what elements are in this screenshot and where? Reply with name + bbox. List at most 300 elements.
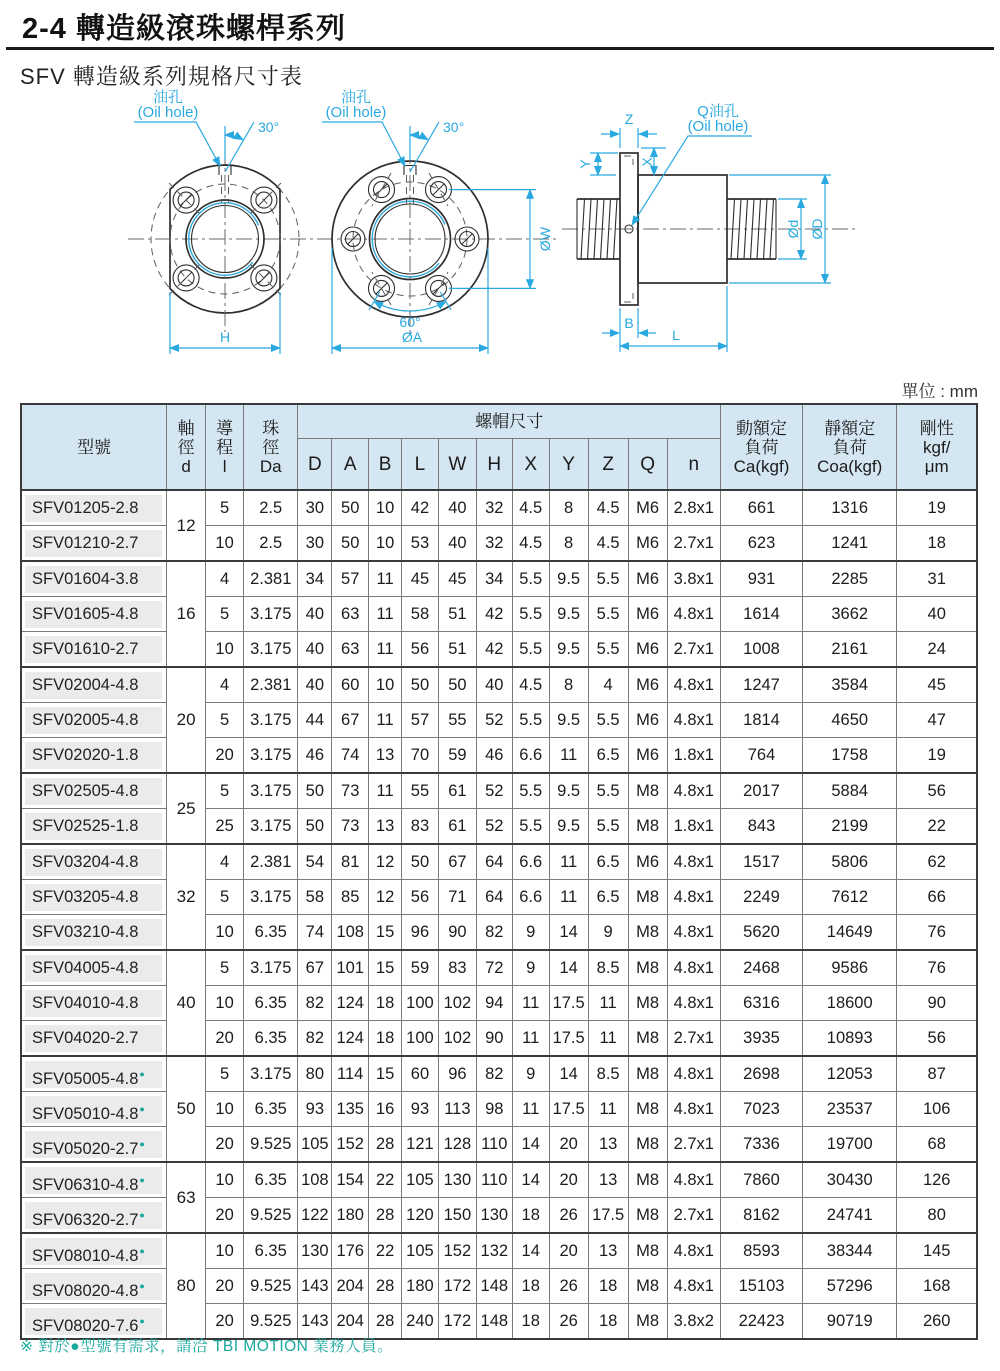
dim-z-label: Z bbox=[624, 111, 634, 127]
value-cell: 3.8x1 bbox=[667, 561, 720, 597]
value-cell: 82 bbox=[476, 915, 512, 951]
value-cell: 8.5 bbox=[588, 1056, 628, 1092]
value-cell: 82 bbox=[298, 986, 332, 1021]
value-cell: 70 bbox=[401, 738, 438, 774]
value-cell: 2161 bbox=[803, 632, 897, 668]
value-cell: 4.8x1 bbox=[667, 1092, 720, 1127]
value-cell: 5 bbox=[206, 1056, 244, 1092]
value-cell: 50 bbox=[332, 526, 369, 562]
ballscrew-nut-drawing bbox=[0, 86, 1000, 378]
value-cell: 15103 bbox=[721, 1269, 803, 1304]
value-cell: 4.8x1 bbox=[667, 1056, 720, 1092]
bolt-hole bbox=[369, 272, 395, 305]
value-cell: 5806 bbox=[803, 844, 897, 880]
spec-row bbox=[21, 667, 977, 703]
value-cell: 4.8x1 bbox=[667, 950, 720, 986]
value-cell: M8 bbox=[628, 986, 667, 1021]
model-cell bbox=[21, 1092, 167, 1127]
model-name: SFV01210-2.7 bbox=[32, 533, 139, 552]
value-cell: 2.381 bbox=[244, 844, 298, 880]
value-cell: 4.5 bbox=[512, 490, 549, 526]
spec-row bbox=[21, 1269, 977, 1304]
value-cell: 10 bbox=[206, 1092, 244, 1127]
oil-hole-label-en: (Oil hole) bbox=[137, 104, 199, 121]
model-cell bbox=[21, 526, 167, 562]
value-cell: 931 bbox=[721, 561, 803, 597]
value-cell: 114 bbox=[332, 1056, 369, 1092]
value-cell: 93 bbox=[298, 1092, 332, 1127]
value-cell: 4 bbox=[206, 561, 244, 597]
value-cell: 51 bbox=[438, 632, 476, 668]
value-cell: 52 bbox=[476, 809, 512, 845]
shaft-diameter-cell: 16 bbox=[167, 561, 206, 667]
model-cell bbox=[21, 561, 167, 597]
value-cell: 176 bbox=[332, 1233, 369, 1269]
value-cell: 3.175 bbox=[244, 738, 298, 774]
dim-big-d-label: ØD bbox=[809, 218, 825, 240]
model-name: SFV04010-4.8 bbox=[32, 993, 139, 1012]
model-name: SFV03204-4.8 bbox=[32, 852, 139, 871]
value-cell: 9586 bbox=[803, 950, 897, 986]
value-cell: 67 bbox=[298, 950, 332, 986]
value-cell: 4.8x1 bbox=[667, 986, 720, 1021]
spec-row bbox=[21, 1127, 977, 1163]
value-cell: 4.8x1 bbox=[667, 1162, 720, 1198]
value-cell: 64 bbox=[476, 844, 512, 880]
value-cell: 62 bbox=[897, 844, 977, 880]
value-cell: 2.7x1 bbox=[667, 526, 720, 562]
value-cell: 5.5 bbox=[512, 703, 549, 738]
value-cell: 83 bbox=[401, 809, 438, 845]
value-cell: 148 bbox=[476, 1304, 512, 1340]
model-cell bbox=[21, 597, 167, 632]
spec-row bbox=[21, 773, 977, 809]
shaft-diameter-cell: 20 bbox=[167, 667, 206, 773]
value-cell: 52 bbox=[476, 703, 512, 738]
bolt-hole bbox=[247, 183, 281, 217]
value-cell: M8 bbox=[628, 950, 667, 986]
value-cell: 90 bbox=[897, 986, 977, 1021]
spec-row bbox=[21, 1162, 977, 1198]
shaft-diameter-cell: 80 bbox=[167, 1233, 206, 1339]
value-cell: 34 bbox=[476, 561, 512, 597]
oil-hole-label: 油孔 bbox=[340, 89, 372, 106]
value-cell: 108 bbox=[298, 1162, 332, 1198]
value-cell: M6 bbox=[628, 526, 667, 562]
value-cell: 12053 bbox=[803, 1056, 897, 1092]
value-cell: 10 bbox=[369, 490, 402, 526]
page-title: 2-4 轉造級滾珠螺桿系列 bbox=[22, 13, 346, 45]
value-cell: 4.8x1 bbox=[667, 597, 720, 632]
value-cell: 61 bbox=[438, 809, 476, 845]
model-cell bbox=[21, 738, 167, 774]
value-cell: 57296 bbox=[803, 1269, 897, 1304]
value-cell: 34 bbox=[298, 561, 332, 597]
value-cell: 5 bbox=[206, 597, 244, 632]
value-cell: 180 bbox=[332, 1198, 369, 1234]
value-cell: M6 bbox=[628, 738, 667, 774]
value-cell: 4.8x1 bbox=[667, 667, 720, 703]
model-name: SFV05020-2.7 bbox=[32, 1139, 139, 1158]
value-cell: 50 bbox=[298, 809, 332, 845]
header-dim-L: L bbox=[401, 439, 438, 491]
value-cell: 45 bbox=[438, 561, 476, 597]
value-cell: 20 bbox=[549, 1127, 588, 1163]
model-cell bbox=[21, 809, 167, 845]
value-cell: 26 bbox=[549, 1198, 588, 1234]
model-cell bbox=[21, 915, 167, 951]
value-cell: M8 bbox=[628, 1198, 667, 1234]
value-cell: 2.5 bbox=[244, 490, 298, 526]
value-cell: M8 bbox=[628, 809, 667, 845]
model-name: SFV05010-4.8 bbox=[32, 1104, 139, 1123]
value-cell: 4.8x1 bbox=[667, 1269, 720, 1304]
value-cell: 82 bbox=[476, 1056, 512, 1092]
footnote: ※ 對於●型號有需求，請洽 TBI MOTION 業務人員。 bbox=[20, 1338, 394, 1355]
shaft-diameter-cell: 40 bbox=[167, 950, 206, 1056]
value-cell: 106 bbox=[897, 1092, 977, 1127]
value-cell: 3.175 bbox=[244, 950, 298, 986]
value-cell: 10 bbox=[369, 526, 402, 562]
value-cell: 52 bbox=[476, 773, 512, 809]
value-cell: 30 bbox=[298, 526, 332, 562]
value-cell: 4.5 bbox=[512, 667, 549, 703]
value-cell: 6.6 bbox=[512, 880, 549, 915]
model-name: SFV06320-2.7 bbox=[32, 1210, 139, 1229]
header-dim-Y: Y bbox=[549, 439, 588, 491]
value-cell: 18600 bbox=[803, 986, 897, 1021]
value-cell: M8 bbox=[628, 1269, 667, 1304]
value-cell: 18 bbox=[588, 1304, 628, 1340]
model-cell bbox=[21, 1233, 167, 1269]
value-cell: 3.8x2 bbox=[667, 1304, 720, 1340]
header-line: 靜額定 bbox=[824, 418, 876, 438]
value-cell: 26 bbox=[549, 1304, 588, 1340]
value-cell: 14 bbox=[512, 1233, 549, 1269]
model-name: SFV02005-4.8 bbox=[32, 710, 139, 729]
shaft-diameter-cell: 25 bbox=[167, 773, 206, 844]
value-cell: 18 bbox=[369, 986, 402, 1021]
angle-30-label: 30° bbox=[443, 119, 465, 135]
model-name: SFV05005-4.8 bbox=[32, 1069, 139, 1088]
value-cell: 26 bbox=[549, 1269, 588, 1304]
value-cell: 17.5 bbox=[549, 1021, 588, 1057]
header-dim-n: n bbox=[667, 439, 720, 491]
value-cell: 68 bbox=[897, 1127, 977, 1163]
value-cell: 168 bbox=[897, 1269, 977, 1304]
value-cell: M8 bbox=[628, 1056, 667, 1092]
front-view-round bbox=[322, 88, 553, 354]
value-cell: 12 bbox=[369, 880, 402, 915]
value-cell: 102 bbox=[438, 986, 476, 1021]
value-cell: 14 bbox=[512, 1162, 549, 1198]
value-cell: 50 bbox=[332, 490, 369, 526]
header-line: 程 bbox=[216, 437, 234, 457]
value-cell: 59 bbox=[438, 738, 476, 774]
value-cell: 40 bbox=[897, 597, 977, 632]
spec-row bbox=[21, 1021, 977, 1057]
value-cell: M8 bbox=[628, 1021, 667, 1057]
value-cell: 6.6 bbox=[512, 738, 549, 774]
value-cell: 1.8x1 bbox=[667, 809, 720, 845]
shaft-diameter-cell: 12 bbox=[167, 490, 206, 561]
value-cell: 56 bbox=[897, 1021, 977, 1057]
value-cell: 67 bbox=[438, 844, 476, 880]
value-cell: 28 bbox=[369, 1198, 402, 1234]
value-cell: 11 bbox=[549, 844, 588, 880]
value-cell: 55 bbox=[438, 703, 476, 738]
value-cell: 40 bbox=[298, 632, 332, 668]
value-cell: 20 bbox=[549, 1162, 588, 1198]
value-cell: 83 bbox=[438, 950, 476, 986]
dim-h-label: H bbox=[219, 329, 231, 345]
value-cell: 661 bbox=[721, 490, 803, 526]
spec-row bbox=[21, 1056, 977, 1092]
value-cell: 45 bbox=[401, 561, 438, 597]
value-cell: 150 bbox=[438, 1198, 476, 1234]
spec-row bbox=[21, 844, 977, 880]
model-cell bbox=[21, 1198, 167, 1234]
bolt-hole bbox=[247, 261, 281, 295]
value-cell: 124 bbox=[332, 986, 369, 1021]
value-cell: 4650 bbox=[803, 703, 897, 738]
value-cell: 63 bbox=[332, 632, 369, 668]
value-cell: 19 bbox=[897, 738, 977, 774]
model-cell bbox=[21, 950, 167, 986]
value-cell: 130 bbox=[298, 1233, 332, 1269]
value-cell: 5620 bbox=[721, 915, 803, 951]
spec-row bbox=[21, 986, 977, 1021]
value-cell: 40 bbox=[438, 490, 476, 526]
value-cell: 3584 bbox=[803, 667, 897, 703]
value-cell: 15 bbox=[369, 950, 402, 986]
value-cell: 22423 bbox=[721, 1304, 803, 1340]
value-cell: 93 bbox=[401, 1092, 438, 1127]
value-cell: 9 bbox=[512, 1056, 549, 1092]
value-cell: 60 bbox=[332, 667, 369, 703]
value-cell: 76 bbox=[897, 915, 977, 951]
value-cell: 28 bbox=[369, 1269, 402, 1304]
value-cell: M8 bbox=[628, 1092, 667, 1127]
value-cell: 59 bbox=[401, 950, 438, 986]
value-cell: 15 bbox=[369, 1056, 402, 1092]
value-cell: 3.175 bbox=[244, 880, 298, 915]
model-name: SFV02004-4.8 bbox=[32, 675, 139, 694]
value-cell: 50 bbox=[298, 773, 332, 809]
value-cell: 110 bbox=[476, 1162, 512, 1198]
value-cell: 47 bbox=[897, 703, 977, 738]
value-cell: 105 bbox=[401, 1162, 438, 1198]
value-cell: 121 bbox=[401, 1127, 438, 1163]
header-dim-B: B bbox=[369, 439, 402, 491]
header-dim-X: X bbox=[512, 439, 549, 491]
value-cell: 50 bbox=[401, 667, 438, 703]
value-cell: 5.5 bbox=[512, 809, 549, 845]
value-cell: 843 bbox=[721, 809, 803, 845]
front-view-flatted bbox=[134, 88, 299, 354]
model-cell bbox=[21, 773, 167, 809]
spec-row bbox=[21, 1092, 977, 1127]
value-cell: 18 bbox=[897, 526, 977, 562]
header-dynamic-load bbox=[721, 404, 803, 490]
value-cell: 58 bbox=[401, 597, 438, 632]
value-cell: 32 bbox=[476, 526, 512, 562]
spec-row bbox=[21, 738, 977, 774]
value-cell: 57 bbox=[332, 561, 369, 597]
value-cell: 20 bbox=[206, 1127, 244, 1163]
value-cell: 7612 bbox=[803, 880, 897, 915]
value-cell: 4.5 bbox=[512, 526, 549, 562]
value-cell: 2.5 bbox=[244, 526, 298, 562]
header-dim-D: D bbox=[298, 439, 332, 491]
value-cell: 11 bbox=[549, 738, 588, 774]
spec-row bbox=[21, 632, 977, 668]
value-cell: 22 bbox=[369, 1162, 402, 1198]
header-line: Da bbox=[259, 456, 282, 476]
value-cell: 9.525 bbox=[244, 1304, 298, 1340]
model-name: SFV06310-4.8 bbox=[32, 1175, 139, 1194]
value-cell: 2698 bbox=[721, 1056, 803, 1092]
bolt-hole bbox=[169, 183, 203, 217]
value-cell: 55 bbox=[401, 773, 438, 809]
spec-row bbox=[21, 703, 977, 738]
value-cell: 9.5 bbox=[549, 703, 588, 738]
value-cell: 172 bbox=[438, 1269, 476, 1304]
model-name: SFV04020-2.7 bbox=[32, 1028, 139, 1047]
value-cell: 90719 bbox=[803, 1304, 897, 1340]
value-cell: 122 bbox=[298, 1198, 332, 1234]
value-cell: 51 bbox=[438, 597, 476, 632]
value-cell: M8 bbox=[628, 915, 667, 951]
value-cell: 5 bbox=[206, 773, 244, 809]
value-cell: 4.5 bbox=[588, 490, 628, 526]
value-cell: 152 bbox=[438, 1233, 476, 1269]
value-cell: 90 bbox=[438, 915, 476, 951]
header-ball-diameter bbox=[244, 404, 298, 490]
value-cell: M6 bbox=[628, 844, 667, 880]
value-cell: 3.175 bbox=[244, 703, 298, 738]
spec-table-header bbox=[21, 404, 977, 490]
value-cell: 148 bbox=[476, 1269, 512, 1304]
value-cell: M8 bbox=[628, 1304, 667, 1340]
model-cell bbox=[21, 986, 167, 1021]
value-cell: 11 bbox=[512, 1092, 549, 1127]
header-dim-H: H bbox=[476, 439, 512, 491]
value-cell: 1758 bbox=[803, 738, 897, 774]
value-cell: M6 bbox=[628, 667, 667, 703]
value-cell: 61 bbox=[438, 773, 476, 809]
model-cell bbox=[21, 1269, 167, 1304]
value-cell: 45 bbox=[897, 667, 977, 703]
shaft-diameter-cell: 50 bbox=[167, 1056, 206, 1162]
model-cell bbox=[21, 1127, 167, 1163]
bolt-hole bbox=[169, 261, 203, 295]
value-cell: 120 bbox=[401, 1198, 438, 1234]
spec-row bbox=[21, 597, 977, 632]
value-cell: 42 bbox=[476, 597, 512, 632]
value-cell: 101 bbox=[332, 950, 369, 986]
value-cell: 5.5 bbox=[512, 632, 549, 668]
spec-row bbox=[21, 950, 977, 986]
model-cell bbox=[21, 632, 167, 668]
value-cell: 13 bbox=[369, 738, 402, 774]
model-cell bbox=[21, 667, 167, 703]
header-stiffness bbox=[897, 404, 977, 490]
value-cell: 94 bbox=[476, 986, 512, 1021]
value-cell: 10 bbox=[206, 986, 244, 1021]
header-static-load bbox=[803, 404, 897, 490]
model-name: SFV02505-4.8 bbox=[32, 781, 139, 800]
value-cell: 46 bbox=[476, 738, 512, 774]
value-cell: 18 bbox=[512, 1198, 549, 1234]
value-cell: 23537 bbox=[803, 1092, 897, 1127]
value-cell: 98 bbox=[476, 1092, 512, 1127]
value-cell: 5 bbox=[206, 880, 244, 915]
shaft-diameter-cell: 32 bbox=[167, 844, 206, 950]
value-cell: 40 bbox=[298, 667, 332, 703]
model-name: SFV03205-4.8 bbox=[32, 887, 139, 906]
value-cell: 76 bbox=[897, 950, 977, 986]
value-cell: 24741 bbox=[803, 1198, 897, 1234]
header-line: 動額定 bbox=[736, 418, 788, 438]
value-cell: 4.8x1 bbox=[667, 844, 720, 880]
value-cell: M6 bbox=[628, 703, 667, 738]
model-dot-marker: ● bbox=[139, 1103, 145, 1114]
model-cell bbox=[21, 844, 167, 880]
header-dim-Q: Q bbox=[628, 439, 667, 491]
value-cell: 64 bbox=[476, 880, 512, 915]
value-cell: 152 bbox=[332, 1127, 369, 1163]
bolt-hole bbox=[426, 272, 452, 305]
value-cell: 13 bbox=[369, 809, 402, 845]
header-line: l bbox=[222, 456, 227, 476]
value-cell: 11 bbox=[549, 880, 588, 915]
value-cell: 11 bbox=[588, 986, 628, 1021]
value-cell: 10893 bbox=[803, 1021, 897, 1057]
value-cell: 96 bbox=[438, 1056, 476, 1092]
value-cell: 1614 bbox=[721, 597, 803, 632]
value-cell: 11 bbox=[369, 703, 402, 738]
value-cell: 124 bbox=[332, 1021, 369, 1057]
dim-x-label: X bbox=[639, 157, 655, 167]
value-cell: M6 bbox=[628, 632, 667, 668]
value-cell: 128 bbox=[438, 1127, 476, 1163]
model-name: SFV02020-1.8 bbox=[32, 745, 139, 764]
value-cell: 20 bbox=[206, 738, 244, 774]
value-cell: 764 bbox=[721, 738, 803, 774]
model-cell bbox=[21, 703, 167, 738]
value-cell: 6.35 bbox=[244, 1021, 298, 1057]
technical-drawing bbox=[0, 86, 1000, 378]
value-cell: 5884 bbox=[803, 773, 897, 809]
value-cell: 74 bbox=[298, 915, 332, 951]
value-cell: 58 bbox=[298, 880, 332, 915]
value-cell: 14649 bbox=[803, 915, 897, 951]
header-dim-W: W bbox=[438, 439, 476, 491]
value-cell: 9 bbox=[512, 950, 549, 986]
value-cell: 2.7x1 bbox=[667, 632, 720, 668]
value-cell: 4 bbox=[206, 667, 244, 703]
value-cell: 10 bbox=[206, 915, 244, 951]
value-cell: 20 bbox=[206, 1304, 244, 1340]
value-cell: 240 bbox=[401, 1304, 438, 1340]
value-cell: 81 bbox=[332, 844, 369, 880]
value-cell: 66 bbox=[897, 880, 977, 915]
value-cell: 1814 bbox=[721, 703, 803, 738]
header-dim-A: A bbox=[332, 439, 369, 491]
value-cell: 2.8x1 bbox=[667, 490, 720, 526]
value-cell: 18 bbox=[512, 1269, 549, 1304]
